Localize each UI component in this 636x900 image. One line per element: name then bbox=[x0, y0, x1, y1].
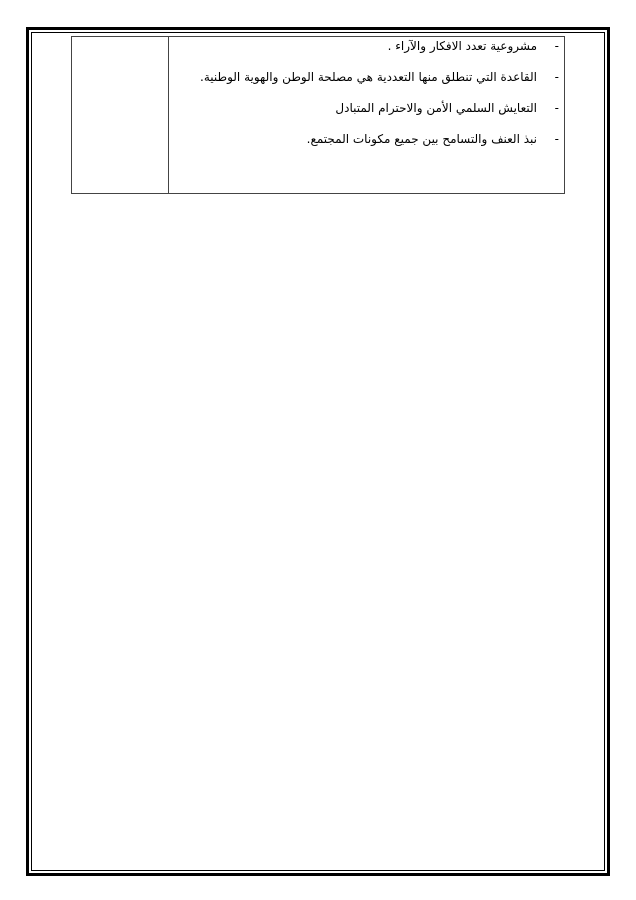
bullet-marker: - bbox=[554, 39, 559, 53]
list-item bbox=[169, 132, 564, 147]
bullet-list bbox=[169, 37, 564, 147]
bullet-marker: - bbox=[554, 70, 559, 84]
bullet-text: التعايش السلمي الأمن والاحترام المتبادل bbox=[335, 101, 537, 115]
table-row bbox=[72, 37, 565, 194]
bullet-marker: - bbox=[554, 101, 559, 115]
list-item bbox=[169, 101, 564, 116]
content-table bbox=[71, 36, 565, 194]
bullet-text: مشروعية تعدد الافكار والآراء . bbox=[387, 39, 537, 53]
bullet-text: القاعدة التي تنطلق منها التعددية هي مصلحة الوطن والهوية الوطنية. bbox=[200, 70, 537, 84]
list-item bbox=[169, 70, 564, 85]
bullet-marker: - bbox=[554, 132, 559, 146]
list-item bbox=[169, 39, 564, 54]
empty-cell bbox=[72, 37, 169, 194]
content-cell bbox=[168, 37, 564, 194]
bullet-text: نبذ العنف والتسامح بين جميع مكونات المجتمع. bbox=[306, 132, 537, 146]
